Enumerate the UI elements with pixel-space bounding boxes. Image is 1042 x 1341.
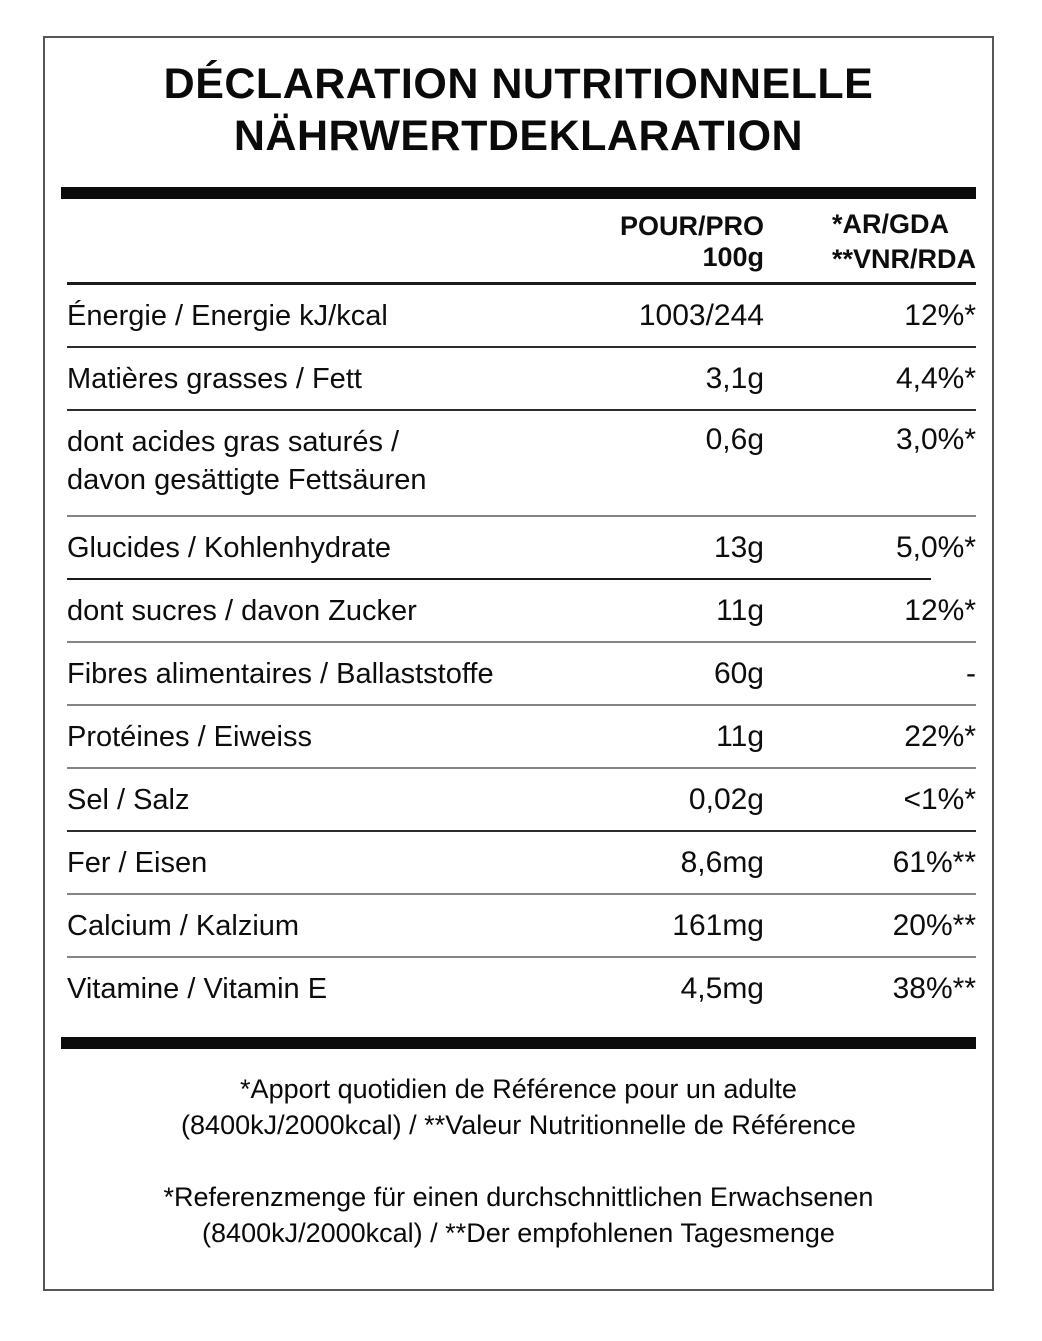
nutrient-percent: 12%* <box>904 594 976 628</box>
footnote-german: *Referenzmenge für einen durchschnittlichen Erwachsenen (8400kJ/2000kcal) / **Der empfohlenen Tagesmenge <box>163 1182 874 1249</box>
nutrient-amount: 11g <box>716 594 764 628</box>
nutrient-row-calcium <box>67 895 976 958</box>
nutrient-row-iron <box>67 832 976 895</box>
nutrient-label: Glucides / Kohlenhydrate <box>67 531 392 564</box>
nutrient-amount: 0,6g <box>705 422 764 456</box>
divider-bar-bottom <box>61 1037 976 1049</box>
nutrient-amount: 11g <box>716 720 764 754</box>
nutrient-row-fat <box>67 348 976 411</box>
nutrient-percent: 3,0%* <box>895 422 976 456</box>
nutrient-label: dont acides gras saturés / davon gesättigte Fettsäuren <box>67 425 427 497</box>
nutrient-label: Protéines / Eiweiss <box>67 720 312 753</box>
nutrient-percent: 20%** <box>892 909 976 943</box>
nutrient-row-saturated-fat <box>67 411 976 517</box>
footnote-french: *Apport quotidien de Référence pour un adulte (8400kJ/2000kcal) / **Valeur Nutritionnelle de Référence <box>181 1073 856 1141</box>
nutrient-amount: 161mg <box>672 909 764 943</box>
nutrient-row-energy <box>67 285 976 348</box>
nutrient-percent: 5,0%* <box>895 531 976 565</box>
nutrient-percent: - <box>966 657 976 691</box>
nutrient-row-vitamin-e <box>67 958 976 1021</box>
column-header-percent <box>764 207 976 277</box>
nutrient-amount: 8,6mg <box>680 846 764 880</box>
nutrient-label: Matières grasses / Fett <box>67 362 362 395</box>
nutrient-label: dont sucres / davon Zucker <box>67 594 417 627</box>
divider-bar-top <box>61 187 976 199</box>
column-header-percent-text: *AR/GDA **VNR/RDA <box>831 208 976 274</box>
nutrient-label: Énergie / Energie kJ/kcal <box>67 299 388 332</box>
nutrition-table <box>67 199 976 1021</box>
nutrient-row-salt <box>67 769 976 832</box>
nutrient-percent: 61%** <box>892 846 976 880</box>
nutrient-row-protein <box>67 706 976 769</box>
nutrient-percent: 4,4%* <box>895 362 976 396</box>
nutrient-percent: 12%* <box>904 299 976 333</box>
nutrient-amount: 1003/244 <box>638 299 764 333</box>
table-header-row <box>67 199 976 285</box>
column-header-amount: POUR/PRO 100g <box>619 210 764 272</box>
nutrient-amount: 3,1g <box>705 362 764 396</box>
nutrient-percent: 22%* <box>904 720 976 754</box>
nutrient-amount: 60g <box>713 657 764 691</box>
nutrient-row-fibre <box>67 643 976 706</box>
nutrient-label: Vitamine / Vitamin E <box>67 972 328 1005</box>
nutrient-label: Fibres alimentaires / Ballaststoffe <box>67 657 494 690</box>
nutrient-amount: 13g <box>713 531 764 565</box>
nutrient-label: Calcium / Kalzium <box>67 909 300 942</box>
nutrient-amount: 0,02g <box>688 783 764 817</box>
nutrient-label: Fer / Eisen <box>67 846 208 879</box>
nutrient-label: Sel / Salz <box>67 783 190 816</box>
nutrient-row-carbohydrate <box>67 517 976 580</box>
nutrient-percent: <1%* <box>903 783 976 817</box>
label-frame <box>43 36 994 1291</box>
label-title: DÉCLARATION NUTRITIONNELLE NÄHRWERTDEKLARATION <box>163 60 874 161</box>
nutrient-row-sugars <box>67 580 976 643</box>
nutrient-percent: 38%** <box>892 972 976 1006</box>
nutrient-amount: 4,5mg <box>680 972 764 1006</box>
